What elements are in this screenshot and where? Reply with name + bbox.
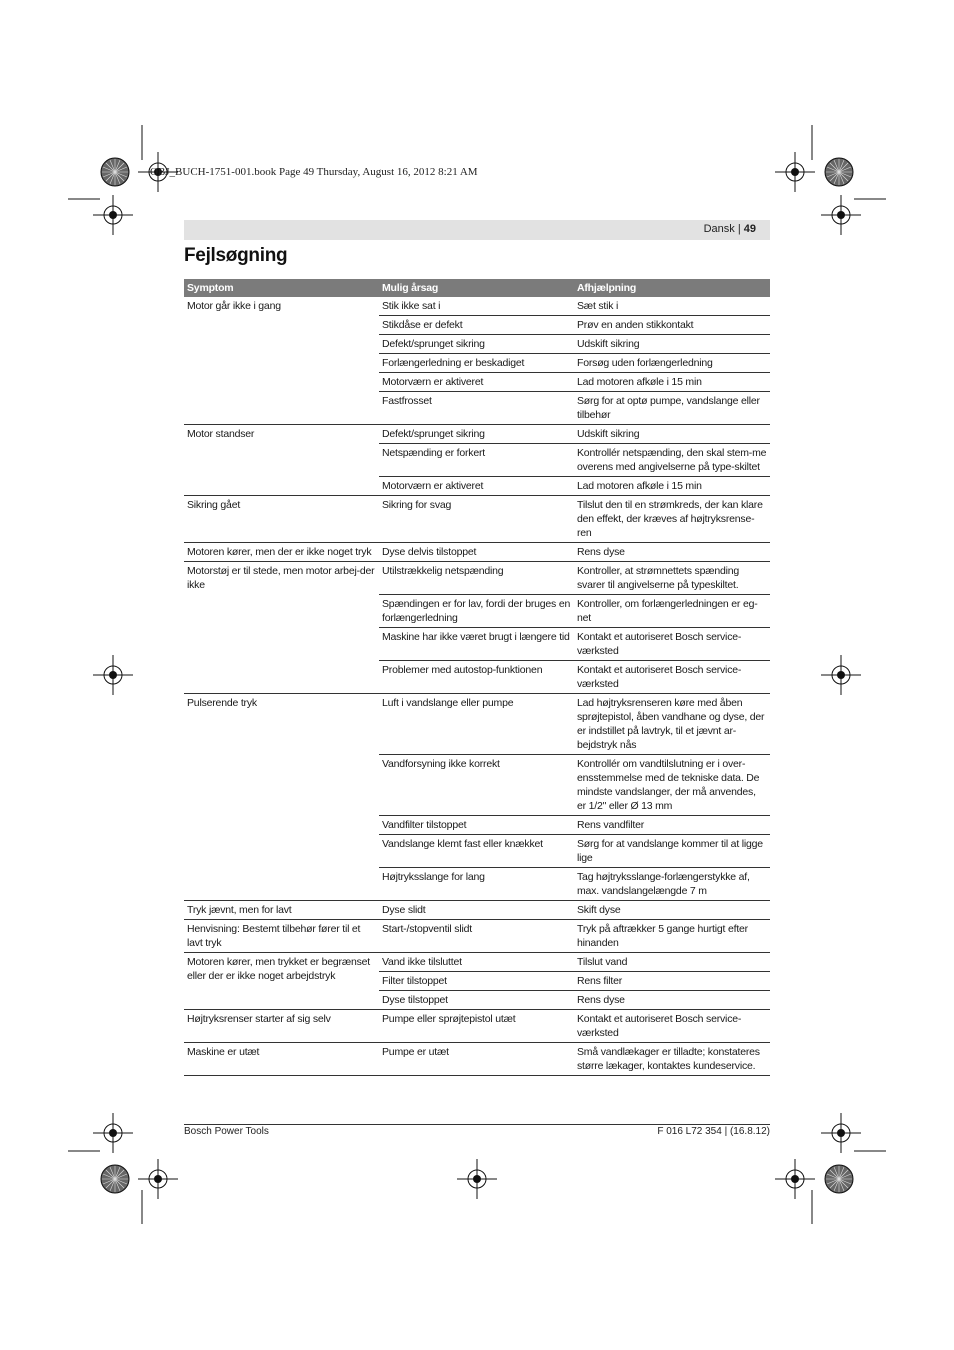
remedy-cell: Lad motoren afkøle i 15 min bbox=[574, 477, 770, 496]
remedy-cell: Rens dyse bbox=[574, 543, 770, 562]
table-row bbox=[184, 496, 770, 543]
footer-doc-number: F 016 L72 354 | (16.8.12) bbox=[657, 1126, 770, 1137]
remedy-cell: Små vandlækager er tilladte; konstateres større lækager, kontaktes kundeservice. bbox=[574, 1043, 770, 1076]
table-header-row bbox=[184, 279, 770, 297]
table-row bbox=[184, 920, 770, 953]
remedy-cell: Lad højtryksrenseren køre med åben sprøjtepistol, åben vandhane og dyse, der er indstillet på lavtryk, til et jævnt ar-bejdstryk nås bbox=[574, 694, 770, 755]
cause-cell: Stik ikke sat i bbox=[379, 297, 574, 316]
symptom-cell: Maskine er utæt bbox=[184, 1043, 379, 1076]
symptom-cell: Henvisning: Bestemt tilbehør fører til et lavt tryk bbox=[184, 920, 379, 953]
table-row bbox=[184, 562, 770, 595]
cause-cell: Dyse delvis tilstoppet bbox=[379, 543, 574, 562]
remedy-cell: Tag højtryksslange-forlængerstykke af, max. vandslangelængde 7 m bbox=[574, 868, 770, 901]
column-header-symptom: Symptom bbox=[184, 279, 379, 297]
symptom-cell: Motoren kører, men trykket er begrænset eller der er ikke noget arbejdstryk bbox=[184, 953, 379, 1010]
remedy-cell: Kontroller, om forlængerledningen er eg-net bbox=[574, 595, 770, 628]
remedy-cell: Kontroller, at strømnettets spænding svarer til angivelserne på typeskiltet. bbox=[574, 562, 770, 595]
column-header-cause: Mulig årsag bbox=[379, 279, 574, 297]
remedy-cell: Sørg for at optø pumpe, vandslange eller tilbehør bbox=[574, 392, 770, 425]
page-header bbox=[184, 220, 770, 240]
remedy-cell: Sørg for at vandslange kommer til at ligge lige bbox=[574, 835, 770, 868]
print-info: OBJ_BUCH-1751-001.book Page 49 Thursday, August 16, 2012 8:21 AM bbox=[150, 166, 478, 178]
cause-cell: Luft i vandslange eller pumpe bbox=[379, 694, 574, 755]
cause-cell: Højtryksslange for lang bbox=[379, 868, 574, 901]
symptom-cell: Pulserende tryk bbox=[184, 694, 379, 901]
symptom-cell: Motor går ikke i gang bbox=[184, 297, 379, 425]
symptom-cell: Højtryksrenser starter af sig selv bbox=[184, 1010, 379, 1043]
footer-rule bbox=[184, 1124, 770, 1125]
cause-cell: Utilstrækkelig netspænding bbox=[379, 562, 574, 595]
remedy-cell: Udskift sikring bbox=[574, 425, 770, 444]
cause-cell: Forlængerledning er beskadiget bbox=[379, 354, 574, 373]
remedy-cell: Kontrollér om vandtilslutning er i over-ensstemmelse med de tekniske data. De mindste vandslanger, der må anvendes, er 1/2" eller Ø 13 mm bbox=[574, 755, 770, 816]
cause-cell: Spændingen er for lav, fordi der bruges en forlængerledning bbox=[379, 595, 574, 628]
cause-cell: Vandforsyning ikke korrekt bbox=[379, 755, 574, 816]
remedy-cell: Sæt stik i bbox=[574, 297, 770, 316]
column-header-remedy: Afhjælpning bbox=[574, 279, 770, 297]
cause-cell: Pumpe er utæt bbox=[379, 1043, 574, 1076]
cause-cell: Sikring for svag bbox=[379, 496, 574, 543]
cause-cell: Defekt/sprunget sikring bbox=[379, 425, 574, 444]
cause-cell: Vandfilter tilstoppet bbox=[379, 816, 574, 835]
remedy-cell: Prøv en anden stikkontakt bbox=[574, 316, 770, 335]
symptom-cell: Motor standser bbox=[184, 425, 379, 496]
remedy-cell: Rens filter bbox=[574, 972, 770, 991]
page-title: Fejlsøgning bbox=[184, 245, 288, 266]
symptom-cell: Motorstøj er til stede, men motor arbej-der ikke bbox=[184, 562, 379, 694]
cause-cell: Dyse slidt bbox=[379, 901, 574, 920]
table-row bbox=[184, 953, 770, 972]
table-row bbox=[184, 425, 770, 444]
cause-cell: Motorværn er aktiveret bbox=[379, 477, 574, 496]
cause-cell: Filter tilstoppet bbox=[379, 972, 574, 991]
remedy-cell: Rens vandfilter bbox=[574, 816, 770, 835]
remedy-cell: Tryk på aftrækker 5 gange hurtigt efter hinanden bbox=[574, 920, 770, 953]
symptom-cell: Motoren kører, men der er ikke noget tryk bbox=[184, 543, 379, 562]
remedy-cell: Lad motoren afkøle i 15 min bbox=[574, 373, 770, 392]
symptom-cell: Sikring gået bbox=[184, 496, 379, 543]
page-number: 49 bbox=[743, 223, 756, 235]
cause-cell: Pumpe eller sprøjtepistol utæt bbox=[379, 1010, 574, 1043]
troubleshooting-table bbox=[184, 279, 770, 1076]
remedy-cell: Rens dyse bbox=[574, 991, 770, 1010]
table-row bbox=[184, 1043, 770, 1076]
cause-cell: Vandslange klemt fast eller knækket bbox=[379, 835, 574, 868]
remedy-cell: Kontakt et autoriseret Bosch service-værksted bbox=[574, 1010, 770, 1043]
symptom-cell: Tryk jævnt, men for lavt bbox=[184, 901, 379, 920]
remedy-cell: Skift dyse bbox=[574, 901, 770, 920]
cause-cell: Defekt/sprunget sikring bbox=[379, 335, 574, 354]
table-body bbox=[184, 297, 770, 1076]
remedy-cell: Tilslut vand bbox=[574, 953, 770, 972]
cause-cell: Vand ikke tilsluttet bbox=[379, 953, 574, 972]
table-row bbox=[184, 543, 770, 562]
cause-cell: Motorværn er aktiveret bbox=[379, 373, 574, 392]
cause-cell: Fastfrosset bbox=[379, 392, 574, 425]
cause-cell: Start-/stopventil slidt bbox=[379, 920, 574, 953]
cause-cell: Netspænding er forkert bbox=[379, 444, 574, 477]
remedy-cell: Kontrollér netspænding, den skal stem-me overens med angivelserne på type-skiltet bbox=[574, 444, 770, 477]
cause-cell: Maskine har ikke været brugt i længere tid bbox=[379, 628, 574, 661]
table-row bbox=[184, 297, 770, 316]
table-row bbox=[184, 694, 770, 755]
remedy-cell: Kontakt et autoriseret Bosch service-værksted bbox=[574, 628, 770, 661]
header-language: Dansk bbox=[703, 223, 735, 235]
cause-cell: Stikdåse er defekt bbox=[379, 316, 574, 335]
remedy-cell: Kontakt et autoriseret Bosch service-værksted bbox=[574, 661, 770, 694]
footer-brand: Bosch Power Tools bbox=[184, 1126, 269, 1137]
cause-cell: Dyse tilstoppet bbox=[379, 991, 574, 1010]
header-text: Dansk | 49 bbox=[703, 223, 756, 235]
remedy-cell: Forsøg uden forlængerledning bbox=[574, 354, 770, 373]
remedy-cell: Tilslut den til en strømkreds, der kan klare den effekt, der kræves af højtryksrense-ren bbox=[574, 496, 770, 543]
remedy-cell: Udskift sikring bbox=[574, 335, 770, 354]
cause-cell: Problemer med autostop-funktionen bbox=[379, 661, 574, 694]
table-row bbox=[184, 1010, 770, 1043]
table-row bbox=[184, 901, 770, 920]
